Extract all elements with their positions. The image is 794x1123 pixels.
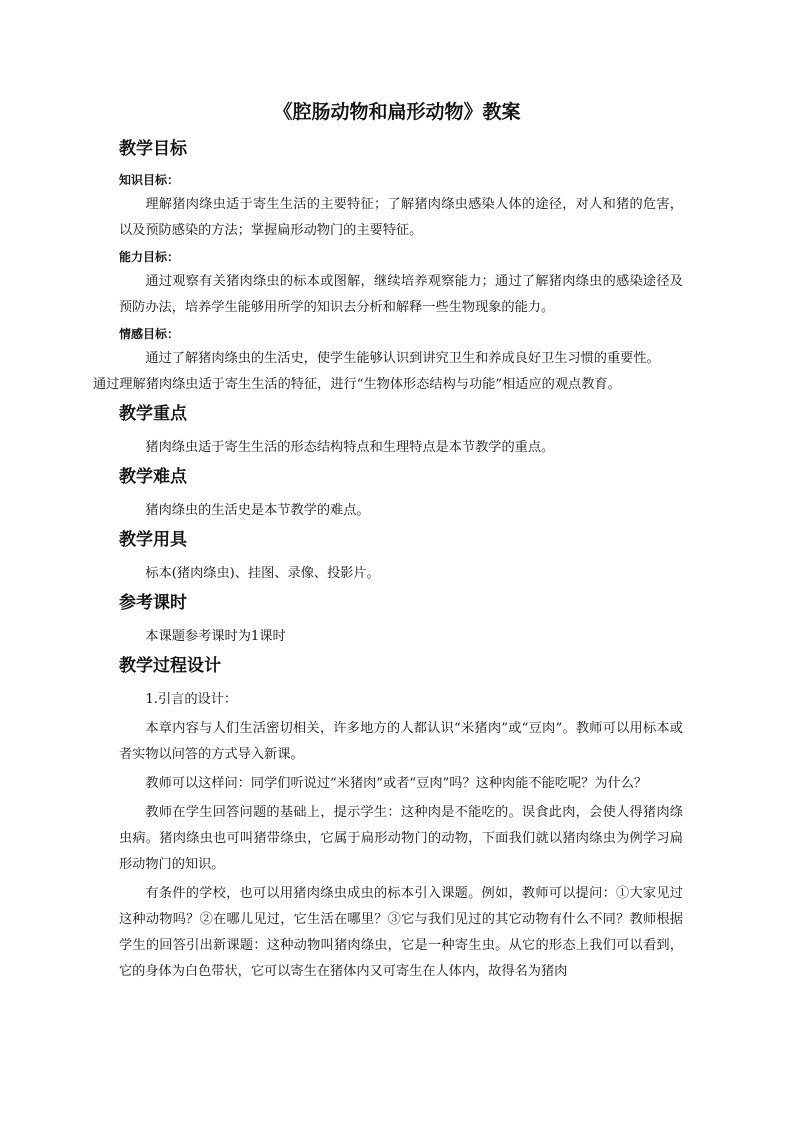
paragraph-ability-goal: 通过观察有关猪肉绦虫的标本或图解，继续培养观察能力；通过了解猪肉绦虫的感染途径及预防办法，培养学生能够用所学的知识去分析和解释一些生物现象的能力。 xyxy=(119,274,683,315)
paragraph-tools: 标本(猪肉绦虫)、挂图、录像、投影片。 xyxy=(145,566,380,581)
paragraph-process-intro: 1.引言的设计： xyxy=(145,692,238,707)
section-heading-focus: 教学重点 xyxy=(119,404,187,424)
paragraph-difficulty: 猪肉绦虫的生活史是本节教学的难点。 xyxy=(145,503,370,518)
document-title: 《腔肠动物和扁形动物》教案 xyxy=(273,101,521,123)
paragraph-process-4: 教师在学生回答问题的基础上，提示学生：这种肉是不能吃的。误食此肉，会使人得猪肉绦虫病。猪肉绦虫也可叫猪带绦虫，它属于扁形动物门的动物，下面我们就以猪肉绦虫为例学习扁形动物门的知识。 xyxy=(119,805,683,872)
paragraph-focus: 猪肉绦虫适于寄生生活的形态结构特点和生理特点是本节教学的重点。 xyxy=(145,440,555,455)
section-heading-process: 教学过程设计 xyxy=(119,656,221,676)
paragraph-knowledge-goal: 理解猪肉绦虫适于寄生生活的主要特征；了解猪肉绦虫感染人体的途径，对人和猪的危害，以及预防感染的方法；掌握扁形动物门的主要特征。 xyxy=(119,197,683,238)
document-body xyxy=(93,136,683,988)
paragraph-emotion-goal: 通过了解猪肉绦虫的生活史，使学生能够认识到讲究卫生和养成良好卫生习惯的重要性。 xyxy=(145,351,660,366)
subheading-ability-goal: 能力目标： xyxy=(119,250,180,264)
section-heading-tools: 教学用具 xyxy=(119,530,187,550)
section-heading-hours: 参考课时 xyxy=(119,593,187,613)
paragraph-emotion-goal-cont: 通过理解猪肉绦虫适于寄生生活的特征，进行“生物体形态结构与功能”相适应的观点教育。 xyxy=(93,377,621,392)
subheading-knowledge-goal: 知识目标： xyxy=(119,173,180,187)
paragraph-hours: 本课题参考课时为1课时 xyxy=(145,629,286,644)
section-heading-difficulty: 教学难点 xyxy=(119,467,187,487)
paragraph-process-3: 教师可以这样问：同学们听说过“米猪肉”或者“豆肉”吗？这种肉能不能吃呢？为什么？ xyxy=(145,776,648,791)
section-heading-goals: 教学目标 xyxy=(119,139,187,159)
paragraph-process-5: 有条件的学校，也可以用猪肉绦虫成虫的标本引入课题。例如，教师可以提问：①大家见过这种动物吗？②在哪儿见过，它生活在哪里？③它与我们见过的其它动物有什么不同？教师根据学生的回答引出新课题：这种动物叫猪肉绦虫，它是一种寄生虫。从它的形态上我们可以看到，它的身体为白色带状，它可以寄生在猪体内又可寄生在人体内，故得名为猪肉 xyxy=(119,886,683,979)
subheading-emotion-goal: 情感目标： xyxy=(119,327,180,341)
paragraph-process-2: 本章内容与人们生活密切相关，许多地方的人都认识“米猪肉”或“豆肉”。教师可以用标本或者实物以问答的方式导入新课。 xyxy=(119,721,683,762)
